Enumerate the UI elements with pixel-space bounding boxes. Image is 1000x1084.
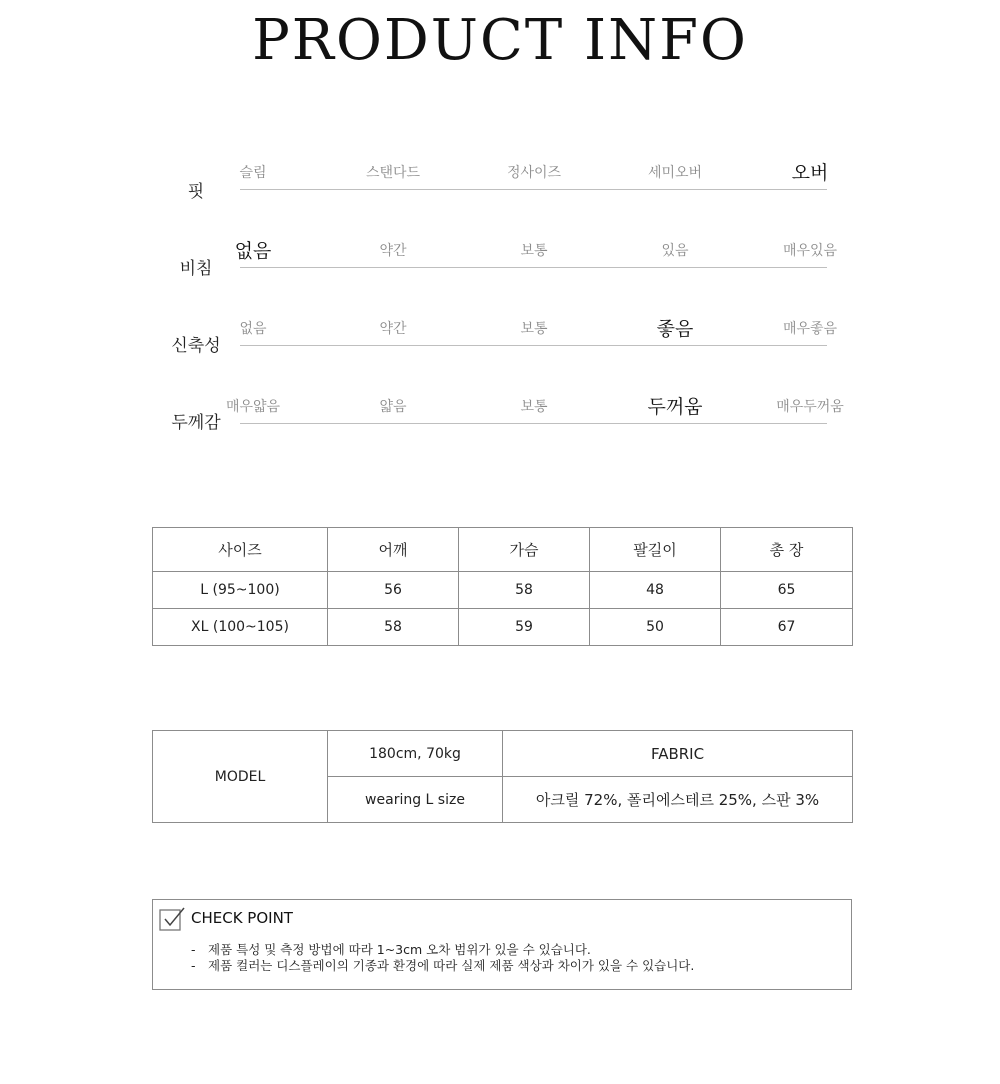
sleeve-length-header: 팔길이 (590, 528, 721, 572)
property-option: 보통 (520, 243, 548, 259)
shoulder-cell: 56 (328, 572, 459, 609)
model-fabric-table (152, 730, 853, 823)
property-row (0, 314, 1000, 374)
fabric-label: FABRIC (503, 731, 853, 777)
chest-header: 가슴 (459, 528, 590, 572)
chest-cell: 58 (459, 572, 590, 609)
property-option: 매우얇음 (225, 399, 281, 415)
sleeve-length-cell: 48 (590, 572, 721, 609)
property-row (0, 392, 1000, 452)
checkbox-check-icon (159, 906, 185, 932)
shoulder-header: 어깨 (328, 528, 459, 572)
property-label: 핏 (187, 182, 205, 202)
note-text: 제품 컬러는 디스플레이의 기종과 환경에 따라 실제 제품 색상과 차이가 있을 수 있습니다. (208, 958, 695, 973)
property-option: 스탠다드 (365, 165, 421, 181)
property-option: 얇음 (379, 399, 407, 415)
property-option: 보통 (520, 399, 548, 415)
model-label: MODEL (153, 731, 328, 823)
property-option: 없음 (239, 321, 267, 337)
property-option: 매우있음 (782, 243, 838, 259)
total-length-header: 총 장 (721, 528, 853, 572)
property-option: 있음 (661, 243, 689, 259)
size-cell: L (95~100) (153, 572, 328, 609)
property-option: 약간 (379, 243, 407, 259)
chest-cell: 59 (459, 609, 590, 646)
property-row (0, 158, 1000, 218)
property-label: 비침 (179, 259, 213, 279)
property-scale-line (240, 345, 827, 346)
table-row (153, 609, 853, 646)
property-row (0, 236, 1000, 296)
property-option: 슬림 (239, 165, 267, 181)
fabric-composition: 아크릴 72%, 폴리에스테르 25%, 스판 3% (503, 777, 853, 823)
page-title: PRODUCT INFO (252, 8, 748, 73)
property-scale-line (240, 423, 827, 424)
property-option-selected: 오버 (791, 162, 829, 184)
model-height-weight: 180cm, 70kg (328, 731, 503, 777)
check-point-box (152, 899, 852, 990)
check-point-title: CHECK POINT (191, 909, 293, 927)
property-option: 매우두꺼움 (776, 399, 844, 415)
property-option: 세미오버 (647, 165, 703, 181)
property-option-selected: 좋음 (656, 318, 694, 340)
property-scale-line (240, 267, 827, 268)
size-cell: XL (100~105) (153, 609, 328, 646)
model-wearing-size: wearing L size (328, 777, 503, 823)
note-bullet: - (191, 958, 196, 973)
note-bullet: - (191, 942, 196, 957)
shoulder-cell: 58 (328, 609, 459, 646)
size-table-header-row (153, 528, 853, 572)
check-note (191, 956, 694, 974)
property-option: 보통 (520, 321, 548, 337)
size-table (152, 527, 853, 646)
property-scale-line (240, 189, 827, 190)
property-option-selected: 없음 (234, 240, 272, 262)
size-header: 사이즈 (153, 528, 328, 572)
property-option-selected: 두꺼움 (647, 396, 703, 418)
property-option: 정사이즈 (506, 165, 562, 181)
total-length-cell: 67 (721, 609, 853, 646)
note-text: 제품 특성 및 측정 방법에 따라 1~3cm 오차 범위가 있을 수 있습니다. (208, 942, 591, 957)
total-length-cell: 65 (721, 572, 853, 609)
table-row (153, 572, 853, 609)
sleeve-length-cell: 50 (590, 609, 721, 646)
property-label: 두께감 (171, 413, 221, 433)
property-option: 매우좋음 (782, 321, 838, 337)
property-label: 신축성 (171, 336, 221, 356)
property-option: 약간 (379, 321, 407, 337)
